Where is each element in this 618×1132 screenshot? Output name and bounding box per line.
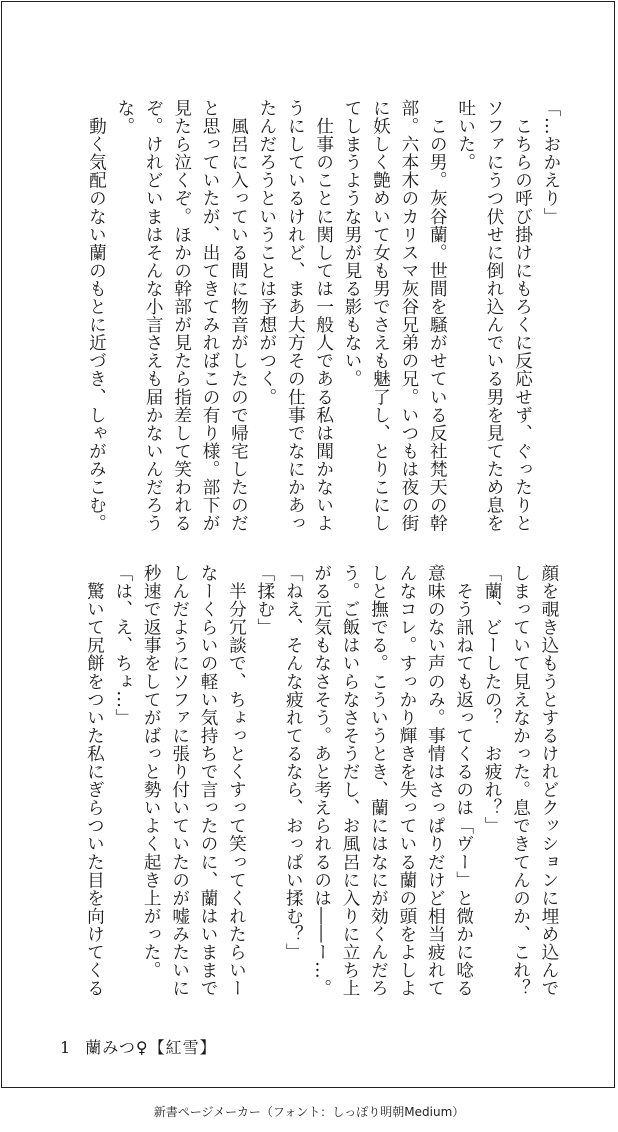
book-page <box>1 1 615 1088</box>
text-line: うにしているけれど、まあ大方その仕事でなにかあっ <box>285 99 306 533</box>
text-line: と思っていたが、出てきてみればこの有り様。部下が <box>200 99 221 533</box>
text-line: 「ねえ、そんな疲れてるなら、おっぱい揉む？」 <box>283 564 304 962</box>
text-line: 見たら泣くぞ。ほかの幹部が見たら指差して笑われる <box>171 99 192 533</box>
text-line: んなコレ。すっかり輝きを失っている蘭の頭をよしよ <box>396 564 417 998</box>
text-line: しんだようにソファに張り付いていたのが嘘みたいに <box>169 564 190 998</box>
text-line: しと撫でる。こういうとき、蘭にはなにが効くんだろ <box>368 564 389 998</box>
text-line: しまっていて見えなかった。息できてんのか、これ？ <box>510 564 531 998</box>
text-line: 「蘭、どーしたの？ お疲れ？」 <box>482 564 503 835</box>
text-line: この男。灰谷蘭。世間を騒がせている反社梵天の幹 <box>427 99 448 533</box>
text-line: 動く気配のない蘭のもとに近づき、しゃがみこむ。 <box>86 99 107 533</box>
text-line: こちらの呼び掛けにもろくに反応せず、ぐったりと <box>512 99 533 533</box>
text-line: 「揉む」 <box>254 564 275 637</box>
text-line: 秒速で返事をしてがばっと勢いよく起き上がった。 <box>141 564 162 980</box>
text-line: 「は、え、ちょ…」 <box>112 564 133 727</box>
generator-credit: 新書ページメーカー（フォント：しっぽり明朝Medium） <box>153 1105 465 1119</box>
page-footer <box>60 1035 217 1058</box>
text-line: 顔を覗き込もうとするけれどクッションに埋め込んで <box>538 564 559 998</box>
page-number: 1 <box>60 1038 72 1057</box>
text-line: 風呂に入っている間に物音がしたので帰宅したのだ <box>228 99 249 533</box>
text-line: 意味のない声のみ。事情はさっぱりだけど相当疲れて <box>425 564 446 998</box>
text-line: てしまうような男が見る影もない。 <box>342 99 363 388</box>
text-line: そう訊ねても返ってくるのは「ヴー」と微かに唸る <box>453 564 474 998</box>
work-title: 蘭みつ♀【紅雪】 <box>85 1038 217 1057</box>
text-line: 仕事のことに関しては一般人である私は聞かないよ <box>313 99 334 533</box>
text-line: たんだろうということは予想がつく。 <box>256 99 277 406</box>
text-line: な。 <box>114 99 135 136</box>
text-line: 「…おかえり」 <box>540 99 561 226</box>
text-block-bottom <box>80 564 563 1006</box>
text-line: なーくらいの軽い気持ちで言ったのに、蘭はいままで <box>198 564 219 998</box>
text-line: 吐いた。 <box>455 99 476 172</box>
text-line: ぞ。けれどいまはそんな小言さえも届かないんだろう <box>143 99 164 533</box>
text-line: ソファにうつ伏せに倒れ込んでいる男を見てため息を <box>484 99 505 533</box>
text-line: 半分冗談で、ちょっとくすって笑ってくれたらいー <box>226 564 247 998</box>
text-line: に妖しく艶めいて女も男でさえも魅了し、とりこにし <box>370 99 391 533</box>
text-line: がる元気もなさそう。あと考えられるのは――ー…。 <box>311 564 332 998</box>
text-line: 驚いて尻餅をついた私にぎらついた目を向けてくる <box>84 564 105 998</box>
text-block-top <box>82 99 565 539</box>
text-line: 部。六本木のカリスマ灰谷兄弟の兄。いつもは夜の街 <box>398 99 419 533</box>
text-line: う。ご飯はいらなさそうだし、お風呂に入りに立ち上 <box>340 564 361 998</box>
